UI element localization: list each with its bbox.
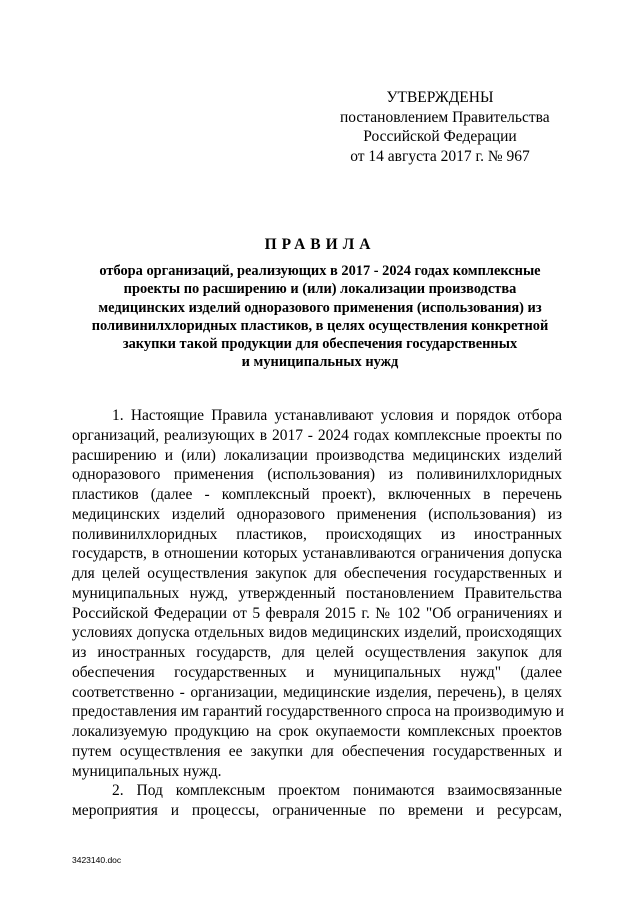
subtitle-line: и муниципальных нужд: [241, 354, 399, 371]
body-line: пластиков (далее - комплексный проект), включенных в перечень: [72, 486, 562, 503]
approval-line-3: от 14 августа 2017 г. № 967: [350, 147, 530, 165]
subtitle-line: медицинских изделий одноразового применения (использования) из: [98, 299, 542, 316]
body-line: предоставления им гарантий государственного спроса на производимую и: [72, 703, 565, 721]
body-line: Российской Федерации от 5 февраля 2015 г. № 102 "Об ограничениях и: [72, 604, 562, 622]
body-line: соответственно - организации, медицинские изделия, перечень), в целях: [72, 683, 562, 701]
subtitle-line: проекты по расширению и (или) локализации производства: [123, 281, 517, 298]
body-line: государств, в отношении которых устанавливаются ограничения допуска: [72, 545, 562, 563]
document-body: [72, 406, 565, 821]
approval-line-2: Российской Федерации: [363, 128, 517, 145]
body-line: 2. Под комплексным проектом понимаются взаимосвязанные: [112, 782, 562, 800]
body-line: муниципальных нужд, утвержденный постановлением Правительства: [72, 584, 562, 602]
body-line: 1. Настоящие Правила устанавливают условия и порядок отбора: [112, 407, 562, 424]
body-line: поливинилхлоридных пластиков, происходящих из иностранных: [72, 525, 562, 543]
document-subtitle: [70, 262, 570, 372]
approval-title: УТВЕРЖДЕНЫ: [386, 89, 494, 106]
body-line: локализуемую продукцию на срок окупаемости комплексных проектов: [72, 723, 562, 740]
body-line: мероприятия и процессы, ограниченные по времени и ресурсам,: [72, 802, 562, 819]
subtitle-line: поливинилхлоридных пластиков, в целях осуществления конкретной: [91, 317, 549, 334]
subtitle-line: отбора организаций, реализующих в 2017 - 2024 годах комплексные: [99, 263, 541, 279]
body-line: для целей осуществления закупок для обеспечения государственных и: [72, 565, 562, 582]
body-line: условиях допуска отдельных видов медицинских изделий, происходящих: [72, 624, 562, 642]
approval-block: [340, 88, 550, 166]
body-line: из иностранных государств, для целей осуществления закупок для: [72, 644, 562, 661]
body-line: путем осуществления ее закупки для обеспечения государственных и: [72, 742, 562, 760]
body-line: расширению и (или) локализации производства медицинских изделий: [72, 446, 562, 464]
body-line: обеспечения государственных и муниципальных нужд" (далее: [72, 663, 562, 681]
file-name-footer: 3423140.doc: [72, 855, 122, 865]
document-heading: ПРАВИЛА: [264, 236, 376, 253]
body-line: организаций, реализующих в 2017 - 2024 годах комплексные проекты по: [72, 426, 562, 444]
subtitle-line: закупки такой продукции для обеспечения государственных: [122, 336, 518, 353]
body-line: муниципальных нужд.: [72, 762, 222, 780]
approval-line-1: постановлением Правительства: [340, 108, 550, 126]
body-line: одноразового применения (использования) из поливинилхлоридных: [72, 466, 562, 484]
body-line: медицинских изделий одноразового применения (использования) из: [72, 505, 562, 523]
